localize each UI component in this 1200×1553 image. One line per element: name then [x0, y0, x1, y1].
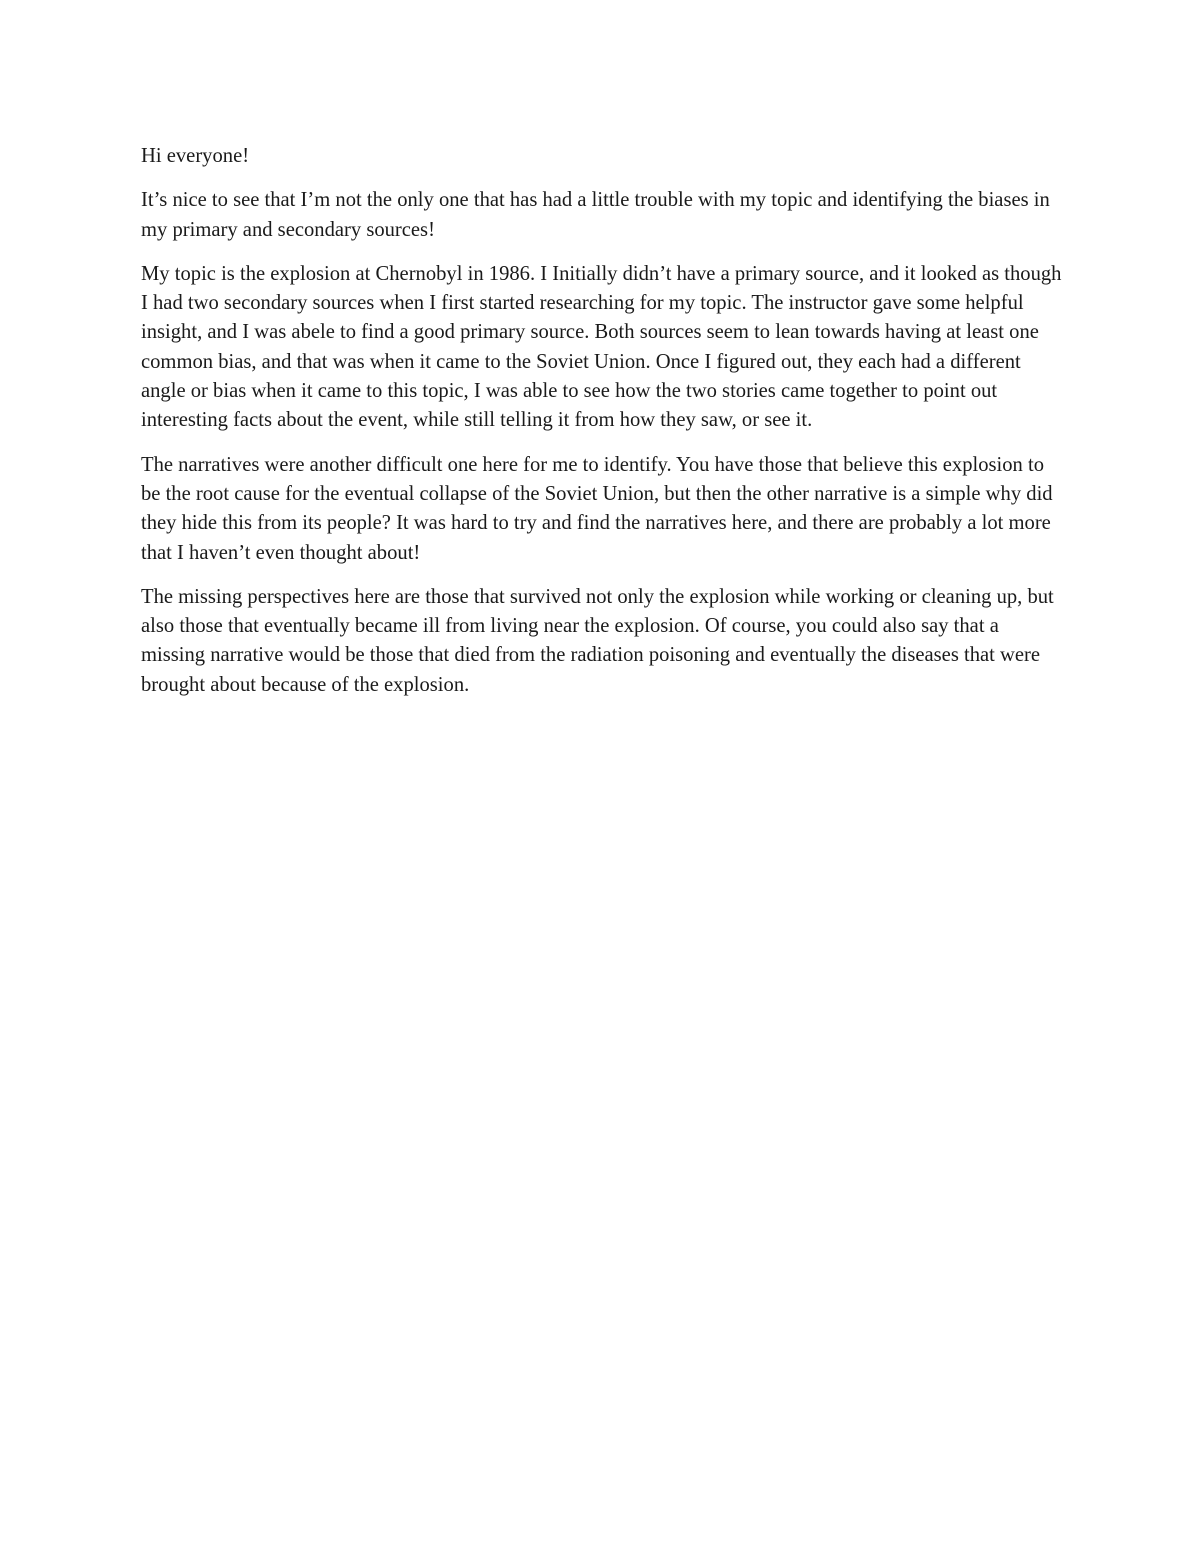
missing-perspectives-paragraph: The missing perspectives here are those that survived not only the explosion while working or cleaning up, but also those that eventually became ill from living near the explosion. Of course, you could also say that a missing narrative would be those that died from the radiation poisoning and eventually the diseases that were brought about because of the explosion.: [141, 585, 1054, 696]
document-body: [141, 142, 1066, 715]
greeting-paragraph: Hi everyone!: [141, 145, 250, 167]
topic-paragraph: My topic is the explosion at Chernobyl in 1986. I Initially didn’t have a primary source, and it looked as though I had two secondary sources when I first started researching for my topic. The instructor gave some helpful insight, and I was abele to find a good primary source. Both sources seem to lean towards having at least one common bias, and that was when it came to the Soviet Union. Once I figured out, they each had a different angle or bias when it came to this topic, I was able to see how the two stories came together to point out interesting facts about the event, while still telling it from how they saw, or see it.: [141, 262, 1062, 432]
narratives-paragraph: The narratives were another difficult one here for me to identify. You have those that believe this explosion to be the root cause for the eventual collapse of the Soviet Union, but then the other narrative is a simple why did they hide this from its people? It was hard to try and find the narratives here, and there are probably a lot more that I haven’t even thought about!: [141, 453, 1053, 564]
intro-paragraph: It’s nice to see that I’m not the only one that has had a little trouble with my topic and identifying the biases in my primary and secondary sources!: [141, 189, 1050, 241]
